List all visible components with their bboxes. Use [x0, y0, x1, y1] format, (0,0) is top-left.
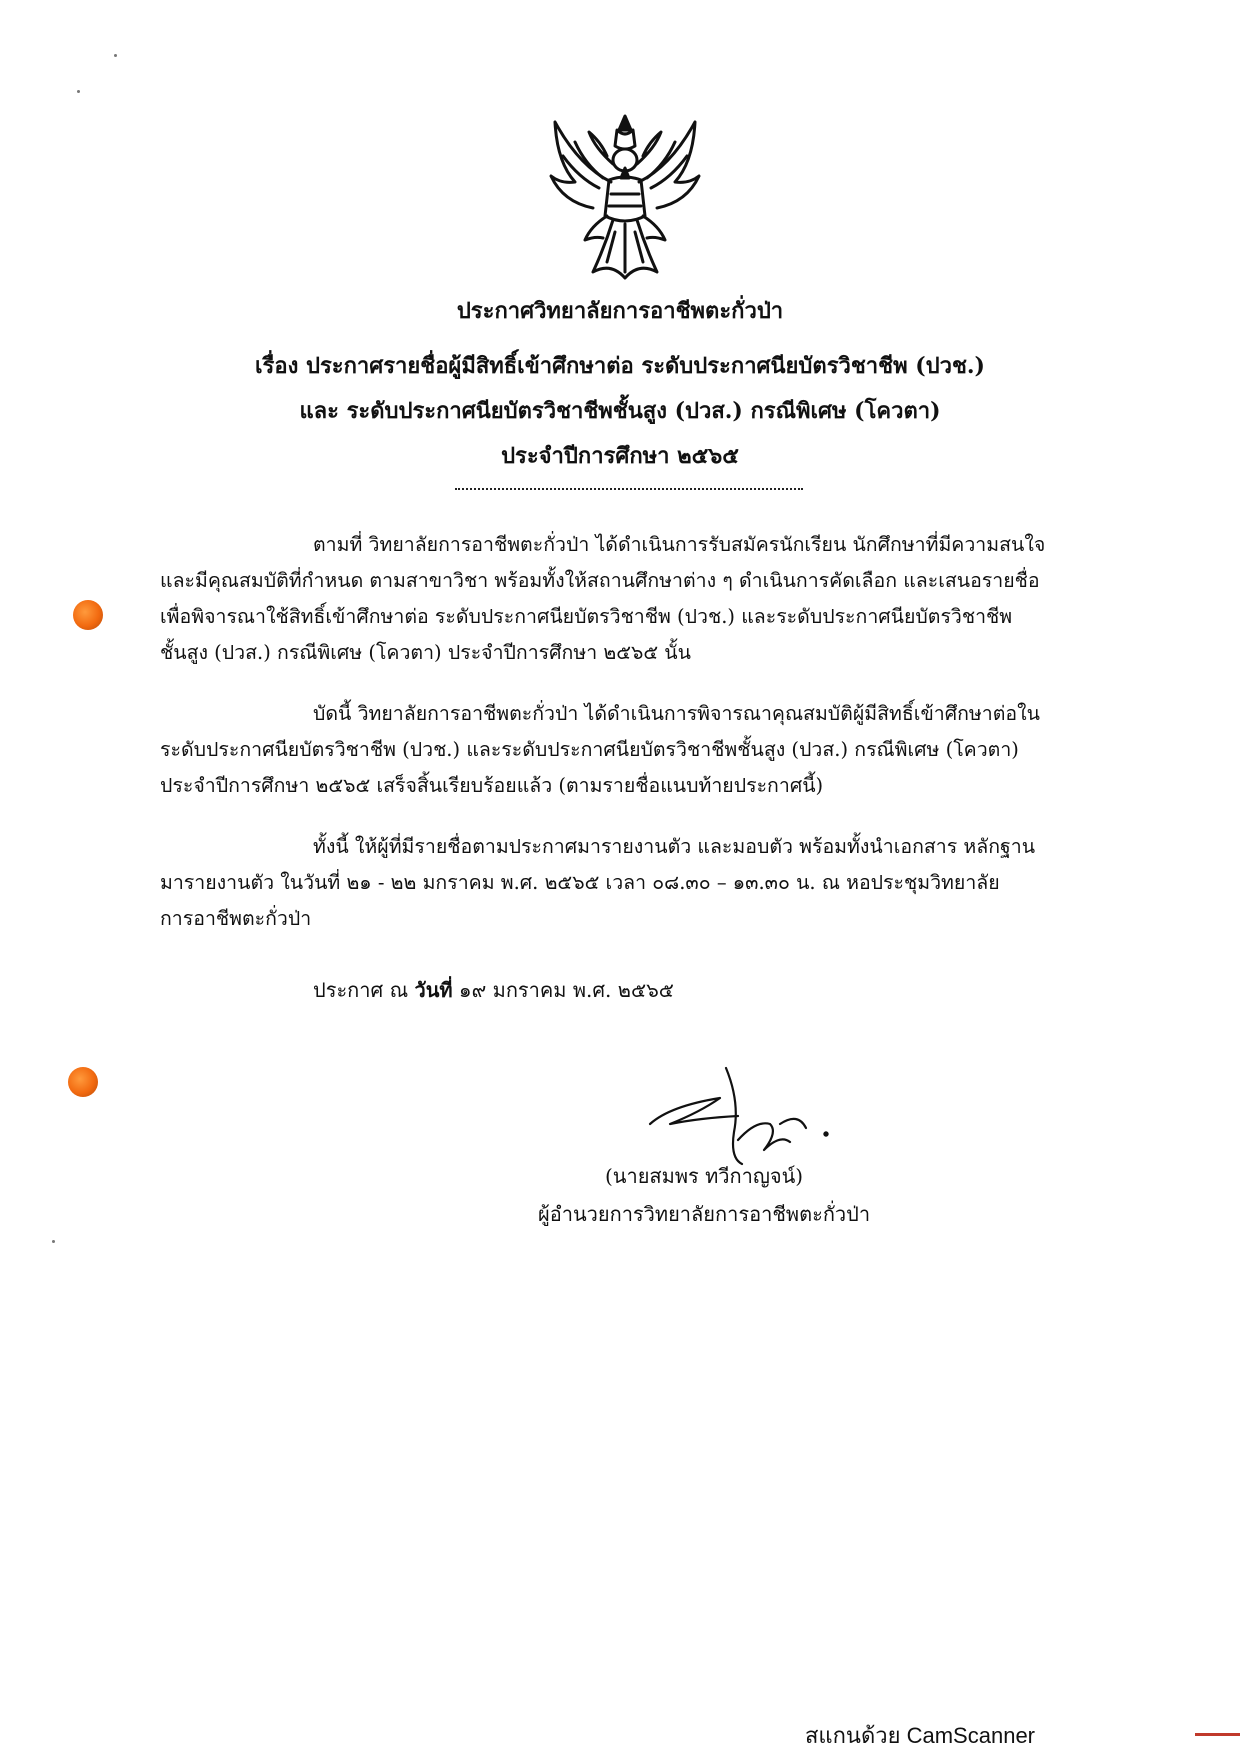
paragraph-3-line-2: มารายงานตัว ในวันที่ ๒๑ - ๒๒ มกราคม พ.ศ. ๒๕๖๕ เวลา ๐๘.๓๐ – ๑๓.๓๐ น. ณ หอประชุมวิทยาลัย: [160, 871, 1000, 894]
proclaim-day-label: วันที่: [414, 978, 453, 1002]
paragraph-2-line-1: บัดนี้ วิทยาลัยการอาชีพตะกั่วป่า ได้ดำเนินการพิจารณาคุณสมบัติผู้มีสิทธิ์เข้าศึกษาต่อใน: [313, 702, 1040, 725]
paragraph-1-line-4: ชั้นสูง (ปวส.) กรณีพิเศษ (โควตา) ประจำปีการศึกษา ๒๕๖๕ นั้น: [160, 641, 691, 664]
edge-mark: [1195, 1733, 1240, 1736]
punch-hole-top: [73, 600, 103, 630]
garuda-emblem-icon: [545, 112, 705, 282]
paragraph-1-line-1: ตามที่ วิทยาลัยการอาชีพตะกั่วป่า ได้ดำเนินการรับสมัครนักเรียน นักศึกษาที่มีความสนใจ: [313, 533, 1046, 556]
scanner-watermark: สแกนด้วย CamScanner: [805, 1723, 1036, 1748]
paragraph-3-line-1: ทั้งนี้ ให้ผู้ที่มีรายชื่อตามประกาศมารายงานตัว และมอบตัว พร้อมทั้งนำเอกสาร หลักฐาน: [313, 835, 1036, 858]
document-subject-line-2: และ ระดับประกาศนียบัตรวิชาชีพชั้นสูง (ปวส.) กรณีพิเศษ (โควตา): [299, 398, 941, 424]
paragraph-2-line-2: ระดับประกาศนียบัตรวิชาชีพ (ปวช.) และระดับประกาศนียบัตรวิชาชีพชั้นสูง (ปวส.) กรณีพิเศษ (โควตา): [160, 738, 1019, 761]
proclamation-date: [313, 974, 674, 1006]
document-title: ประกาศวิทยาลัยการอาชีพตะกั่วป่า: [456, 298, 784, 324]
document-subject-line-1: เรื่อง ประกาศรายชื่อผู้มีสิทธิ์เข้าศึกษาต่อ ระดับประกาศนียบัตรวิชาชีพ (ปวช.): [255, 353, 985, 379]
signer-title: ผู้อำนวยการวิทยาลัยการอาชีพตะกั่วป่า: [538, 1202, 871, 1226]
signer-name: (นายสมพร ทวีกาญจน์): [605, 1164, 804, 1188]
scan-speck: [52, 1240, 55, 1243]
dotted-divider: [455, 486, 803, 490]
scan-speck: [114, 54, 117, 57]
document-subject-year: ประจำปีการศึกษา ๒๕๖๕: [501, 443, 739, 469]
paragraph-1-line-2: และมีคุณสมบัติที่กำหนด ตามสาขาวิชา พร้อมทั้งให้สถานศึกษาต่าง ๆ ดำเนินการคัดเลือก และเสนอรายชื่อ: [160, 569, 1040, 592]
handwritten-signature: [630, 1062, 850, 1170]
proclaim-date-value: ๑๙ มกราคม พ.ศ. ๒๕๖๕: [452, 978, 674, 1002]
paragraph-1-line-3: เพื่อพิจารณาใช้สิทธิ์เข้าศึกษาต่อ ระดับประกาศนียบัตรวิชาชีพ (ปวช.) และระดับประกาศนียบัตรวิชาชีพ: [160, 605, 1013, 628]
scan-speck: [77, 90, 80, 93]
punch-hole-bottom: [68, 1067, 98, 1097]
paragraph-2-line-3: ประจำปีการศึกษา ๒๕๖๕ เสร็จสิ้นเรียบร้อยแล้ว (ตามรายชื่อแนบท้ายประกาศนี้): [160, 774, 824, 797]
proclaim-prefix: ประกาศ ณ: [313, 978, 415, 1002]
paragraph-3-line-3: การอาชีพตะกั่วป่า: [160, 907, 312, 930]
